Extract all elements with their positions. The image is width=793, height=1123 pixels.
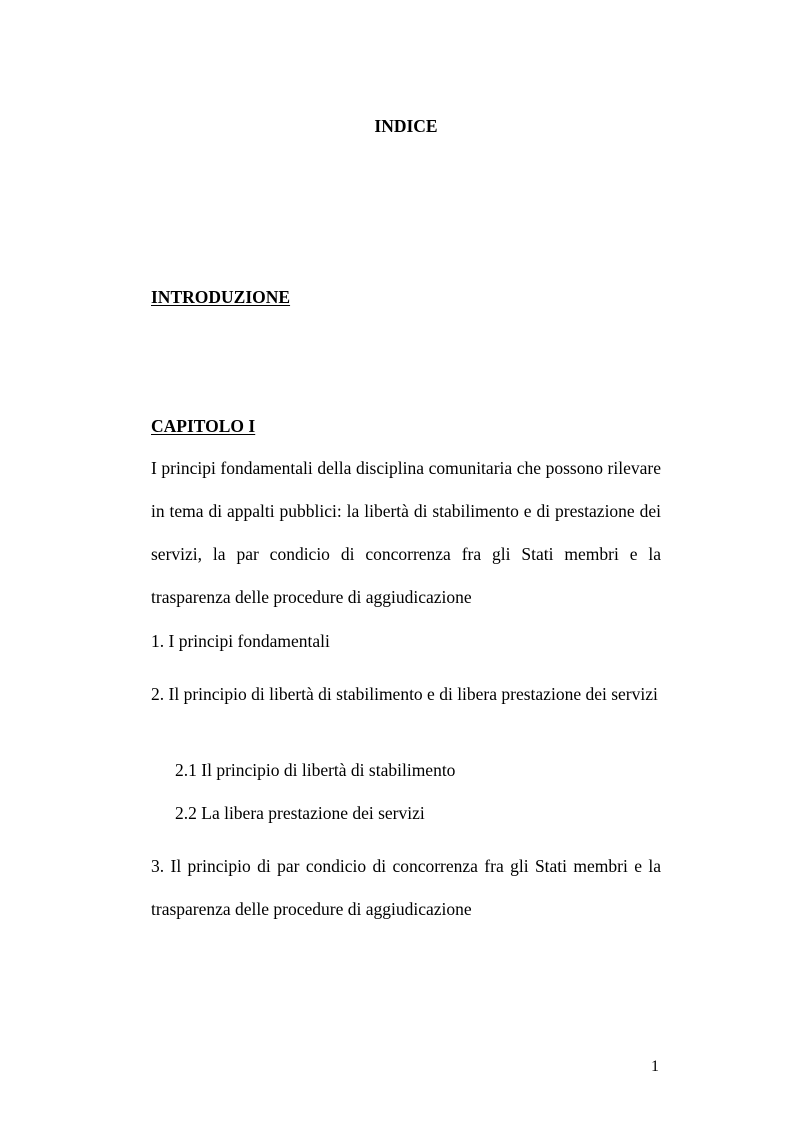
toc-item-3: 3. Il principio di par condicio di concorrenza fra gli Stati membri e la trasparenza delle procedure di aggiudicazione bbox=[151, 856, 661, 919]
toc-item-2-2: 2.2 La libera prestazione dei servizi bbox=[175, 803, 425, 823]
toc-item-2: 2. Il principio di libertà di stabilimento e di libera prestazione dei servizi bbox=[151, 684, 658, 704]
chapter-heading: CAPITOLO I bbox=[151, 416, 256, 436]
toc-item-2-1: 2.1 Il principio di libertà di stabilimento bbox=[175, 760, 456, 780]
introduction-heading: INTRODUZIONE bbox=[151, 287, 291, 307]
chapter-title: I principi fondamentali della disciplina comunitaria che possono rilevare in tema di appalti pubblici: la libertà di stabilimento e di prestazione dei servizi, la par condicio di concorrenza fra gli Stati membri e la trasparenza delle procedure di aggiudicazione bbox=[151, 458, 661, 607]
page-number: 1 bbox=[651, 1058, 659, 1075]
page-title: INDICE bbox=[374, 116, 438, 136]
toc-item-1: 1. I principi fondamentali bbox=[151, 631, 330, 651]
